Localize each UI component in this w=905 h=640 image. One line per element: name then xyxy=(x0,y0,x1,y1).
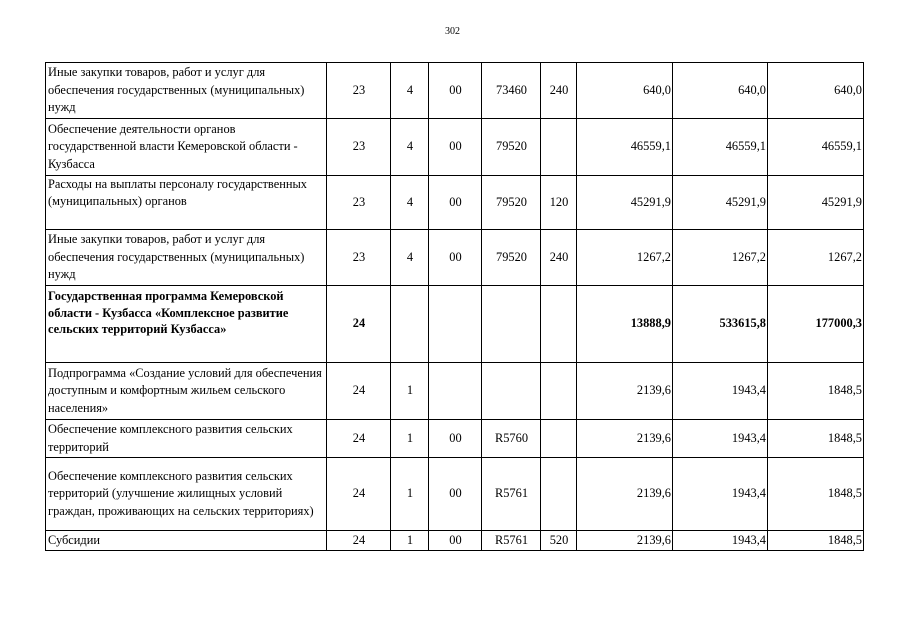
row-name: Подпрограмма «Создание условий для обеспечения доступным и комфортным жильем сельского населения» xyxy=(46,363,327,420)
amount-2: 1267,2 xyxy=(673,230,768,286)
subprogram-code: 4 xyxy=(391,230,429,286)
amount-1: 46559,1 xyxy=(577,119,673,176)
amount-1: 13888,9 xyxy=(577,286,673,363)
expense-code xyxy=(482,286,541,363)
program-code: 24 xyxy=(327,420,391,458)
direction-code: 00 xyxy=(429,420,482,458)
amount-2: 533615,8 xyxy=(673,286,768,363)
amount-3: 1848,5 xyxy=(768,458,864,531)
expense-code: 79520 xyxy=(482,176,541,230)
expense-type xyxy=(541,119,577,176)
amount-1: 2139,6 xyxy=(577,420,673,458)
table-row xyxy=(46,420,864,458)
program-code: 24 xyxy=(327,531,391,551)
direction-code: 00 xyxy=(429,63,482,119)
table-row xyxy=(46,63,864,119)
row-name: Обеспечение деятельности органов государственной власти Кемеровской области - Кузбасса xyxy=(46,119,327,176)
direction-code: 00 xyxy=(429,119,482,176)
direction-code xyxy=(429,286,482,363)
row-name: Обеспечение комплексного развития сельских территорий (улучшение жилищных условий граждан, проживающих на сельских территориях) xyxy=(46,458,327,531)
amount-3: 1848,5 xyxy=(768,420,864,458)
expense-type: 240 xyxy=(541,230,577,286)
row-name: Субсидии xyxy=(46,531,327,551)
program-code: 24 xyxy=(327,286,391,363)
direction-code: 00 xyxy=(429,531,482,551)
amount-2: 1943,4 xyxy=(673,420,768,458)
expense-type: 520 xyxy=(541,531,577,551)
table-row xyxy=(46,458,864,531)
amount-1: 1267,2 xyxy=(577,230,673,286)
direction-code: 00 xyxy=(429,230,482,286)
amount-2: 1943,4 xyxy=(673,458,768,531)
table-row xyxy=(46,363,864,420)
direction-code: 00 xyxy=(429,458,482,531)
budget-table xyxy=(45,62,864,551)
amount-1: 2139,6 xyxy=(577,531,673,551)
amount-1: 2139,6 xyxy=(577,458,673,531)
row-name: Иные закупки товаров, работ и услуг для обеспечения государственных (муниципальных) нужд xyxy=(46,63,327,119)
table-row xyxy=(46,286,864,363)
page-number: 302 xyxy=(445,26,460,37)
subprogram-code xyxy=(391,286,429,363)
amount-3: 640,0 xyxy=(768,63,864,119)
expense-type xyxy=(541,420,577,458)
amount-3: 1848,5 xyxy=(768,363,864,420)
row-name: Иные закупки товаров, работ и услуг для обеспечения государственных (муниципальных) нужд xyxy=(46,230,327,286)
program-code: 23 xyxy=(327,119,391,176)
amount-2: 46559,1 xyxy=(673,119,768,176)
amount-1: 640,0 xyxy=(577,63,673,119)
subprogram-code: 1 xyxy=(391,363,429,420)
table-row xyxy=(46,176,864,230)
program-code: 24 xyxy=(327,363,391,420)
subprogram-code: 1 xyxy=(391,420,429,458)
amount-3: 1267,2 xyxy=(768,230,864,286)
amount-2: 640,0 xyxy=(673,63,768,119)
expense-code: 79520 xyxy=(482,230,541,286)
amount-3: 1848,5 xyxy=(768,531,864,551)
amount-3: 177000,3 xyxy=(768,286,864,363)
program-code: 24 xyxy=(327,458,391,531)
subprogram-code: 4 xyxy=(391,119,429,176)
expense-code xyxy=(482,363,541,420)
direction-code: 00 xyxy=(429,176,482,230)
subprogram-code: 4 xyxy=(391,63,429,119)
expense-type xyxy=(541,286,577,363)
subprogram-code: 4 xyxy=(391,176,429,230)
subprogram-code: 1 xyxy=(391,531,429,551)
amount-2: 1943,4 xyxy=(673,531,768,551)
amount-2: 1943,4 xyxy=(673,363,768,420)
expense-code: 79520 xyxy=(482,119,541,176)
program-code: 23 xyxy=(327,176,391,230)
program-code: 23 xyxy=(327,63,391,119)
expense-code: 73460 xyxy=(482,63,541,119)
expense-type xyxy=(541,458,577,531)
expense-type: 240 xyxy=(541,63,577,119)
expense-code: R5761 xyxy=(482,458,541,531)
row-name: Государственная программа Кемеровской области - Кузбасса «Комплексное развитие сельских территорий Кузбасса» xyxy=(46,286,327,363)
amount-3: 46559,1 xyxy=(768,119,864,176)
expense-type xyxy=(541,363,577,420)
program-code: 23 xyxy=(327,230,391,286)
expense-type: 120 xyxy=(541,176,577,230)
direction-code xyxy=(429,363,482,420)
expense-code: R5760 xyxy=(482,420,541,458)
amount-1: 45291,9 xyxy=(577,176,673,230)
table-row xyxy=(46,230,864,286)
amount-2: 45291,9 xyxy=(673,176,768,230)
row-name: Обеспечение комплексного развития сельских территорий xyxy=(46,420,327,458)
amount-3: 45291,9 xyxy=(768,176,864,230)
table-row xyxy=(46,119,864,176)
amount-1: 2139,6 xyxy=(577,363,673,420)
expense-code: R5761 xyxy=(482,531,541,551)
subprogram-code: 1 xyxy=(391,458,429,531)
row-name: Расходы на выплаты персоналу государственных (муниципальных) органов xyxy=(46,176,327,230)
table-row xyxy=(46,531,864,551)
